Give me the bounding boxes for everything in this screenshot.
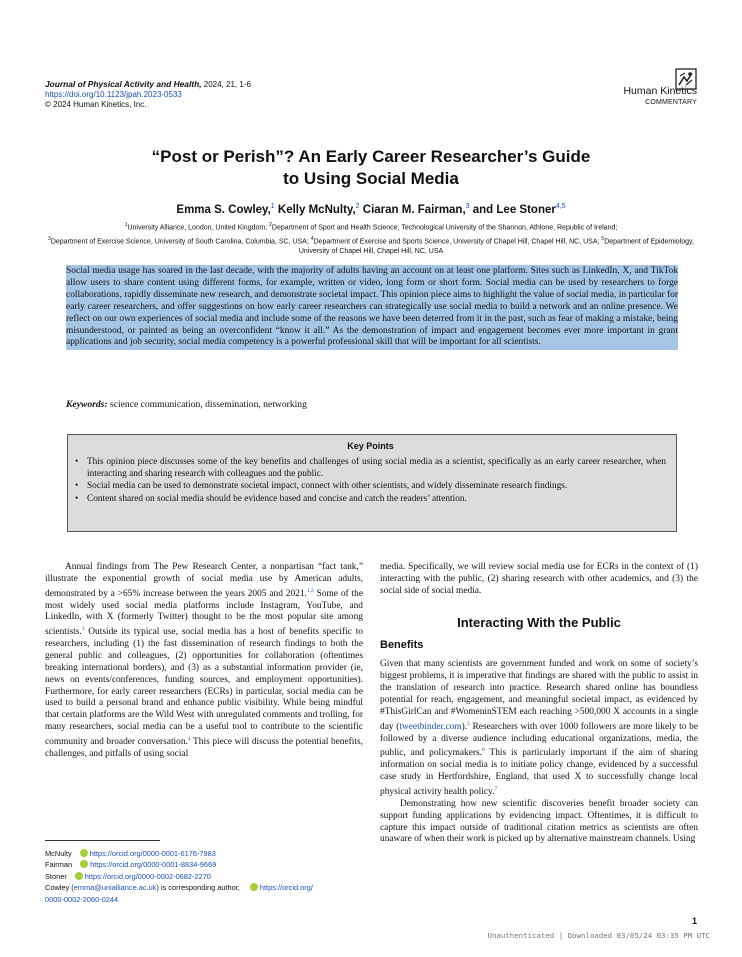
email-link[interactable]: emma@unialliance.ac.uk [73,883,157,893]
footnote-rule [45,840,160,841]
key-points-box [67,434,677,532]
copyright: © 2024 Human Kinetics, Inc. [45,100,147,109]
author-affil-ref[interactable]: 1 [270,203,275,210]
orcid-link[interactable]: https://orcid.org/0000-0002-0682-2270 [84,871,211,881]
doi-link[interactable]: https://doi.org/10.1123/jpah.2023-0533 [45,90,182,99]
journal-meta: 2024, 21, 1-6 [201,80,251,89]
orcid-link[interactable]: https://orcid.org/ [259,883,313,893]
body-paragraph: media. Specifically, we will review social media use for ECRs in the context of (1) interacting with the public, (2) sharing research with other academics, and (3) the social side of social media. [380,562,698,596]
citation-ref[interactable]: 6 [481,747,485,754]
citation-ref[interactable]: 7 [494,786,498,793]
orcid-icon [80,860,88,868]
orcid-line: McNulty https://orcid.org/0000-0001-6176-7983 [45,849,216,858]
page-number: 1 [691,916,697,926]
orcid-line: Stoner https://orcid.org/0000-0002-0682-2270 [45,871,211,881]
author-name: and Lee Stoner [472,203,556,216]
citation-ref[interactable]: 5 [467,720,470,727]
footnotes [45,848,363,905]
body-paragraph: Given that many scientists are government funded and work on some of society’s biggest problems, it is imperative that findings are shared with the public to assist in the translation of research into practice. Research shared online has boundless potential for reach, engagement, and meaningful societal impact, as evidenced by #ThisGirlCan and #WomeninSTEM each reaching >500,000 X accounts in a single day (tweetbinder.com).$^5$ Researchers with over 1000 followers are more likely to be followed by a diverse audience including educational organizations, media, the public, and policymakers.$^6$ This is particularly important if the aim of sharing information on social media is to initiate policy change, evidenced by a successful case study in Hertfordshire, England, that used X to successfully change local physical activity health policy.$^7$ [380,659,698,798]
affiliations: $^1$University Alliance, London, United Kingdom; $^2$Department of Sport and Health Science, Technological University of the Shannon, Athlone, Republic of Ireland; $^3$Department of Exercise Science, University of South Carolina, Columbia, SC, USA; $^4$Department of Exercise and Sports Science, University of Chapel Hill, Chapel Hill, NC, USA; $^5$Department of Epidemiology, University of Chapel Hill, Chapel Hill, NC, USA [48,222,694,256]
publisher-name: Human Kinetics [623,85,697,97]
section-heading: Interacting With the Public [457,615,621,631]
body-column-right [380,562,698,846]
key-point-item: • Social media can be used to demonstrate societal impact, connect with other scientists, and widely disseminate research findings. [75,481,666,493]
author-list [0,203,742,216]
citation-ref[interactable]: 4 [187,735,191,742]
orcid-link-cont[interactable]: 0000-0002-2060-0244 [45,894,119,904]
key-points-list [75,457,666,505]
citation-ref[interactable]: 3 [81,626,85,633]
journal-name: Journal of Physical Activity and Health, [45,79,202,89]
title-line-1: “Post or Perish”? An Early Career Researcher’s Guide [151,147,591,166]
author-name: Emma S. Cowley, [176,203,271,216]
body-paragraph: Annual findings from The Pew Research Center, a nonpartisan “fact tank,” illustrate the exponential growth of social media use by American adults, demonstrated by a >65% increase between the years 2005 and 2021.$^{1,2}$ Some of the most widely used social media platforms include Instagram, YouTube, and LinkedIn, with X (formerly Twitter) thought to be the most popular site among scientists.$^3$ Outside its typical use, social media has a host of benefits specific to researchers, including (1) the fast dissemination of research findings to both the general public and colleagues, (2) opportunities for collaboration (oftentimes breaking international borders), and (3) as a substantial information provider (ie, news on events/conferences, funding sources, and employment opportunities). Furthermore, for early career researchers (ECRs) in particular, social media can be used to build a personal brand and enhance public visibility. While being mindful that certain platforms are the Wild West with unregulated comments and trolling, for many researchers, social media can be a useful tool to contribute to the scientific community and broader conversation.$^4$ This piece will discuss the potential benefits, challenges, and pitfalls of using social [45,562,363,759]
key-points-title: Key Points [347,441,394,451]
orcid-icon [75,872,83,880]
key-point-item: • Content shared on social media should be evidence based and concise and catch the readers’ attention. [75,494,666,506]
author-affil-ref[interactable]: 2 [355,203,360,210]
body-column-left [45,562,363,761]
publisher-block [623,70,697,106]
subsection-heading: Benefits [380,639,424,652]
author-affil-ref[interactable]: 3 [465,203,470,210]
article-title [0,146,742,190]
author-name: Ciaran M. Fairman, [362,203,466,216]
corresponding-author: Cowley (emma@unialliance.ac.uk) is corresponding author, https://orcid.org/ 0000-0002-2060-0244 [45,883,313,904]
author-affil-ref[interactable]: 4,5 [555,203,566,210]
citation-ref[interactable]: 1,2 [306,587,314,594]
orcid-link[interactable]: https://orcid.org/0000-0001-6176-7983 [89,849,216,858]
keywords-label: Keywords: [66,399,108,410]
body-paragraph: Demonstrating how new scientific discoveries benefit broader society can support funding applications by evidencing impact. Oftentimes, it is difficult to capture this impact outside of traditional citation metrics as scientists are often unaware of when their work is picked up by alternative mainstream channels. Using [380,798,698,845]
journal-header [45,79,251,110]
author-name: Kelly McNulty, [277,203,356,216]
orcid-line: Fairman https://orcid.org/0000-0001-8834-9669 [45,860,217,870]
keywords-text: science communication, dissemination, networking [107,399,307,410]
tweetbinder-link[interactable]: tweetbinder.com [399,721,462,732]
key-point-item: • This opinion piece discusses some of the key benefits and challenges of using social media as a scientist, specifically as an early career researcher, when interacting and sharing research with colleagues and the public. [75,457,666,480]
orcid-icon [80,849,88,857]
title-line-2: to Using Social Media [283,169,459,188]
abstract[interactable]: Social media usage has soared in the last decade, with the majority of adults having an account on at least one platform. Sites such as LinkedIn, X, and TikTok allow users to share content using different forms, for example, written or video, long form or short form. Social media can be used by researchers to forge collaborations, rapidly disseminate new research, and demonstrate societal impact. This opinion piece aims to highlight the value of social media, in particular for early career researchers, and offer suggestions on how early career researchers can strategically use social media to build a network and an online presence. We reflect on our own experiences of social media and include some of the reasons we have been deterred from it in the past, such as fear of making a mistake, being misunderstood, or painted as being an overconfident “know it all.” As the demonstration of impact and engagement becomes ever more important in grant applications and job security, social media competency is a powerful professional skill that will be important for all scientists. [66,265,678,350]
article-type: COMMENTARY [645,99,697,106]
orcid-link[interactable]: https://orcid.org/0000-0001-8834-9669 [90,860,217,870]
orcid-icon [250,883,258,891]
keywords [66,399,307,410]
download-watermark: Unauthenticated | Downloaded 03/05/24 03:35 PM UTC [487,931,710,940]
human-kinetics-logo-icon [675,68,697,90]
